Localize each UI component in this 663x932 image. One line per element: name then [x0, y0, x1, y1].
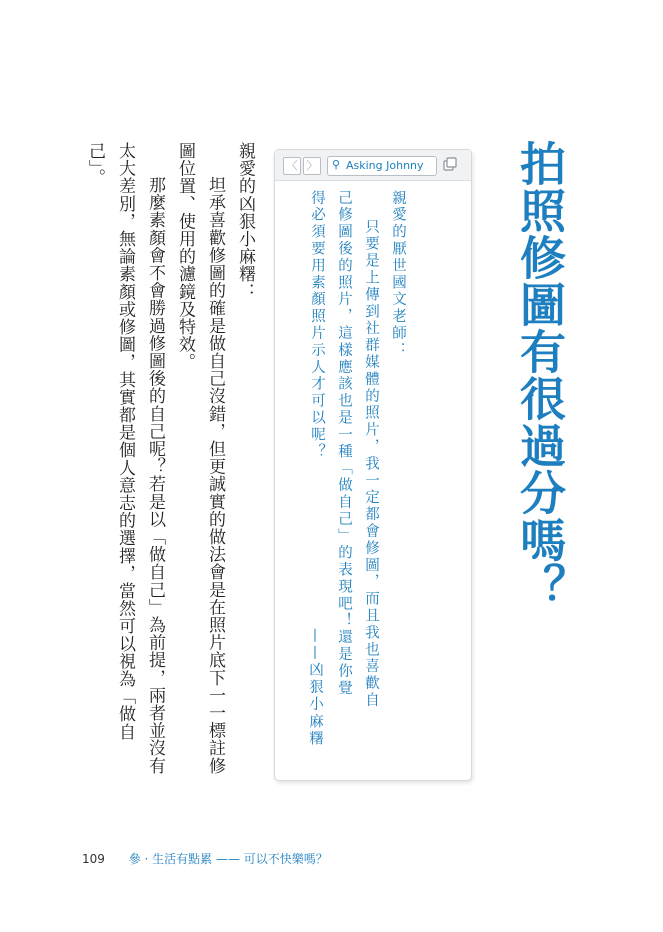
- chevron-right-icon[interactable]: 〉: [303, 157, 321, 175]
- page-title: 拍照修圖有很過分嗎？: [513, 140, 567, 610]
- browser-toolbar: [275, 150, 471, 181]
- page-footer: [82, 850, 328, 867]
- letter-card: [274, 149, 472, 781]
- search-text: Asking Johnny: [346, 159, 424, 172]
- chevron-left-icon[interactable]: 〈: [283, 157, 301, 175]
- letter-greeting: 親愛的厭世國文老師：: [390, 190, 406, 359]
- reply-greeting: 親愛的凶狠小麻糬：: [235, 142, 255, 301]
- page-number: 109: [82, 852, 105, 866]
- tabs-icon[interactable]: [443, 157, 457, 171]
- search-icon: ⚲: [332, 158, 341, 171]
- letter-signature: ——凶狠小麻糬: [307, 628, 323, 748]
- search-input[interactable]: [327, 156, 437, 176]
- reply-paragraph-1: 坦承喜歡修圖的確是做自己沒錯，但更誠實的做法會是在照片底下一一標註修圖位置、使用的濾鏡及特效。: [175, 142, 225, 775]
- section-title: 參 · 生活有點累 —— 可以不快樂嗎？: [128, 852, 328, 866]
- letter-body: 只要是上傳到社群媒體的照片，我一定都會修圖，而且我也喜歡自己修圖後的照片，這樣應該也是一種「做自己」的表現吧！還是你覺得必須要用素顏照片示人才可以呢？: [309, 190, 379, 710]
- reply-paragraph-2: 那麼素顏會不會勝過修圖後的自己呢？若是以「做自己」為前提，兩者並沒有太大差別，無論素顏或修圖，其實都是個人意志的選擇，當然可以視為「做自己」。: [85, 142, 165, 775]
- reply-text: [80, 142, 260, 782]
